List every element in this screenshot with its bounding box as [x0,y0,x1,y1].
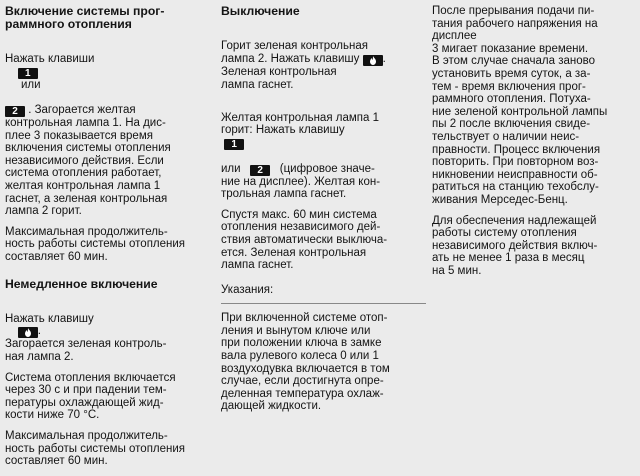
text-programmed-details: . Загорается желтая контрольная лампа 1. На дис- плее 3 показывается время включения системы отопления независимого действия. Если система отопления работает, желтая контрольная лампа 1 гаснет, а зеленая контрольная лампа 2 горит. [5,103,171,218]
paragraph-turn-off-yellow [221,99,426,201]
key-1-badge-2: 1 [224,139,244,150]
text-immediate-details: . Загорается зеленая контроль- ная лампа 2. [5,325,167,364]
text-green-off: . Зеленая контрольная лампа гаснет. [221,52,386,91]
paragraph-turn-off-green [221,28,426,91]
column-right [432,5,636,285]
key-2-badge-2: 2 [250,165,270,176]
paragraph-turn-on-delay: Система отопления включается через 30 с и при падении тем- пературы охлаждающей жид- кости ниже 70 °С. [5,371,176,422]
paragraph-power-interruption: После прерывания подачи пи- тания рабочего напряжения на дисплее 3 мигает показание времени. В этом случае сначала заново установить время суток, а за- тем - время включения прог- раммного отопления. Потуха- ние зеленой контрольной лампы пы 2 после включения свиде- тельствует о наличии неис- правности. Процесс включения повторить. При повторном воз- никновении неисправности об- ратиться на станцию техобслу- живания Мерседес-Бенц. [432,5,608,206]
text-or-2: или [221,162,241,175]
paragraph-auto-off: Спустя макс. 60 мин система отопления независимого дей- ствия автоматически выключа- ется. Зеленая контрольная лампа гаснет. [221,208,388,272]
text-press-keys: Нажать клавиши [5,53,95,66]
heading-immediate-on: Немедленное включение [5,276,158,291]
paragraph-monthly-run: Для обеспечения надлежащей работы систему отопления независимого действия включ- ать не менее 1 раза в месяц на 5 мин. [432,214,598,277]
notes-heading: Указания: [221,284,426,305]
text-yellow-details: (цифровое значе- ние на дисплее). Желтая кон- трольная лампа гаснет. [221,162,381,201]
flame-key-badge [18,327,38,338]
paragraph-programmed-instructions [5,41,209,218]
paragraph-notes-text: При включенной системе отоп- ления и вынутом ключе или при положении ключа в замке вала рулевого колеса 0 или 1 воздуходувка включается в том случае, если достигнута опре- деленная температура охлаж- дающей жидкости. [221,312,390,413]
heading-turn-off: Выключение [221,4,300,18]
flame-key-badge-2 [363,55,383,66]
column-middle [221,5,426,421]
key-1-badge: 1 [18,68,38,79]
heading-programmed-heating: Включение системы прог- раммного отопления [5,4,165,31]
flame-icon [369,56,377,65]
column-left [5,5,209,476]
text-press-key: Нажать клавишу [5,312,94,325]
paragraph-max-duration-2: Максимальная продолжитель- ность работы системы отопления составляет 60 мин. [5,430,186,468]
flame-icon [24,328,32,337]
text-yellow-lamp: Желтая контрольная лампа 1 горит: Нажать клавишу [221,111,379,137]
paragraph-max-duration-1: Максимальная продолжитель- ность работы системы отопления составляет 60 мин. [5,225,186,263]
key-2-badge: 2 [5,106,25,117]
text-or: или [20,78,41,91]
text-green-lamp: Горит зеленая контрольная лампа 2. Нажать клавишу [221,40,368,65]
paragraph-immediate-instructions [5,300,209,363]
